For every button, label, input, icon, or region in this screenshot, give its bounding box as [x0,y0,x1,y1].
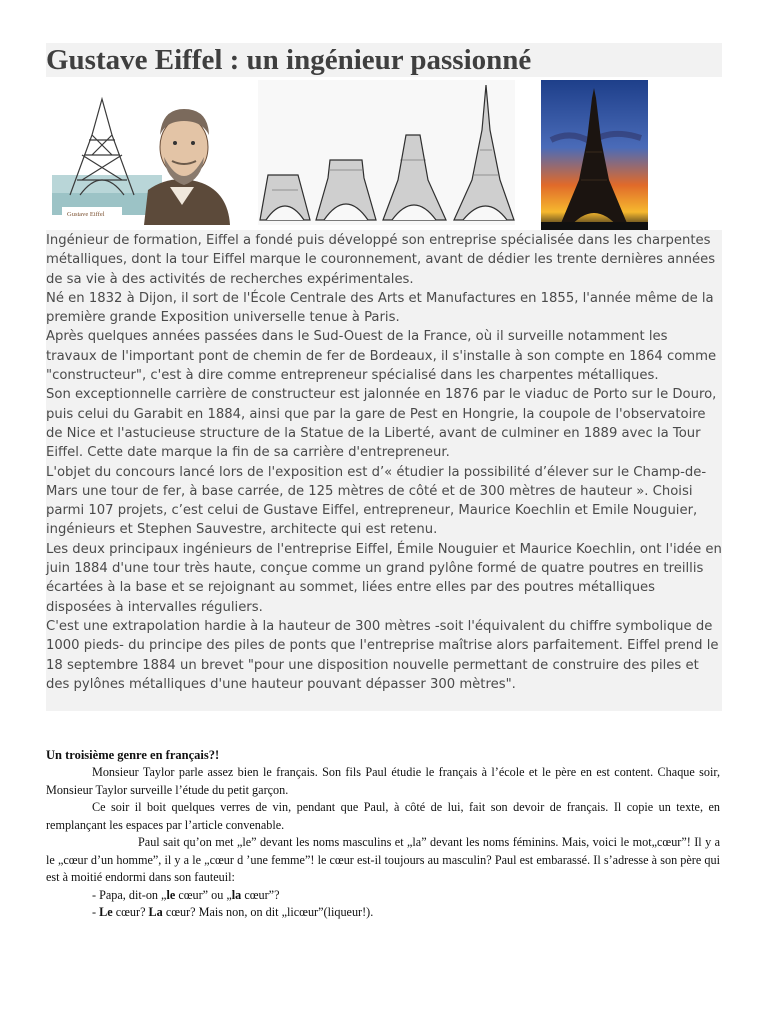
biography-block [46,230,722,711]
story-section [46,746,720,922]
story-paragraph: Monsieur Taylor parle assez bien le français. Son fils Paul étudie le français à l’école et le père en est content. Chaque soir, Monsieur Taylor surveille l’étude du petit garçon. [46,765,720,797]
bio-paragraph: L'objet du concours lancé lors de l'exposition est d’« étudier la possibilité d’élever sur le Champ-de-Mars une tour de fer, à base carrée, de 125 mètres de côté et de 300 mètres de hauteur ». Choisi parmi 107 projets, c’est celui de Gustave Eiffel, entrepreneur, Maurice Koechlin et Emile Nouguier, ingénieurs et Stephen Sauvestre, architecte qui est retenu. [46,464,707,538]
bio-paragraph: Son exceptionnelle carrière de constructeur est jalonnée en 1876 par le viaduc de Porto sur le Douro, puis celui du Garabit en 1884, ainsi que par la gare de Pest en Hongrie, la coupole de l'observatoire de Nice et l'astucieuse structure de la Statue de la Liberté, avant de culminer en 1889 avec la Tour Eiffel. Cette date marque la fin de sa carrière d'entrepreneur. [46,387,717,461]
bio-paragraph: Né en 1832 à Dijon, il sort de l'École Centrale des Arts et Manufactures en 1855, l'année même de la première grande Exposition universelle tenue à Paris. [46,290,714,326]
dialogue-line [46,887,720,905]
bio-paragraph: C'est une extrapolation hardie à la hauteur de 300 mètres -soit l'équivalent du chiffre symbolique de 1000 pieds- du principe des piles de ponts que l'entreprise maîtrise alors parfaitement. Eiffel prend le 18 septembre 1884 un brevet "pour une disposition nouvelle permettant de construire des piles et des pylônes métalliques d'une hauteur pouvant dépasser 300 mètres". [46,618,719,692]
eiffel-portrait-image [52,95,232,225]
story-heading: Un troisième genre en français?! [46,748,220,762]
bio-paragraph: Les deux principaux ingénieurs de l'entreprise Eiffel, Émile Nouguier et Maurice Koechlin, ont l'idée en juin 1884 d'une tour très haute, conçue comme un grand pylône formé de quatre poutres en treillis écartées à la base et se rejoignant au sommet, liées entre elles par des poutres métalliques disposées à intervalles réguliers. [46,541,722,615]
title-bar [46,43,722,77]
dialogue-text: cœur”? [241,887,280,902]
article-le: Le [99,905,113,919]
article-la: la [231,887,242,902]
tower-construction-stages-image [258,80,515,225]
article-le: le [166,887,176,902]
story-paragraph: Ce soir il boit quelques verres de vin, pendant que Paul, à côté de lui, fait son devoir de français. Il copie un texte, en remplançant les espaces par l’article convenable. [46,800,720,832]
story-paragraph: Paul sait qu’on met „le” devant les noms masculins et „la” devant les noms féminins. Mais, voici le mot„cœur”! Il y a le „cœur d’un homme”, il y a le „cœur d ’une femme”! le cœur est-il toujours au masculin? Paul est embarassé. Il s’adresse à son père qui est à moitié endormi dans son fauteuil: [46,835,720,884]
dialogue-line [46,904,720,922]
article-la: La [148,905,163,919]
dialogue-text: cœur? Mais non, on dit „licœur”(liqueur!). [162,905,374,919]
dialogue-text: cœur? [112,905,149,919]
bio-paragraph: Après quelques années passées dans le Sud-Ouest de la France, où il surveille notamment les travaux de l'important pont de chemin de fer de Bordeaux, il s'installe à son compte en 1864 comme "constructeur", c'est à dire comme entrepreneur spécialisé dans les charpentes métalliques. [46,329,717,384]
dialogue-text: - Papa, dit-on „ [92,887,167,902]
dialogue-text: - [92,905,100,919]
dialogue-text: cœur” ou „ [175,887,232,902]
portrait-caption: Gustave Eiffel [67,211,105,218]
page-title: Gustave Eiffel : un ingénieur passionné [46,44,532,76]
eiffel-tower-sunset-image [541,80,648,230]
bio-paragraph: Ingénieur de formation, Eiffel a fondé puis développé son entreprise spécialisée dans les charpentes métalliques, dont la tour Eiffel marque le couronnement, avant de dédier les trente dernières années de sa vie à des activités de recherches expérimentales. [46,233,716,287]
